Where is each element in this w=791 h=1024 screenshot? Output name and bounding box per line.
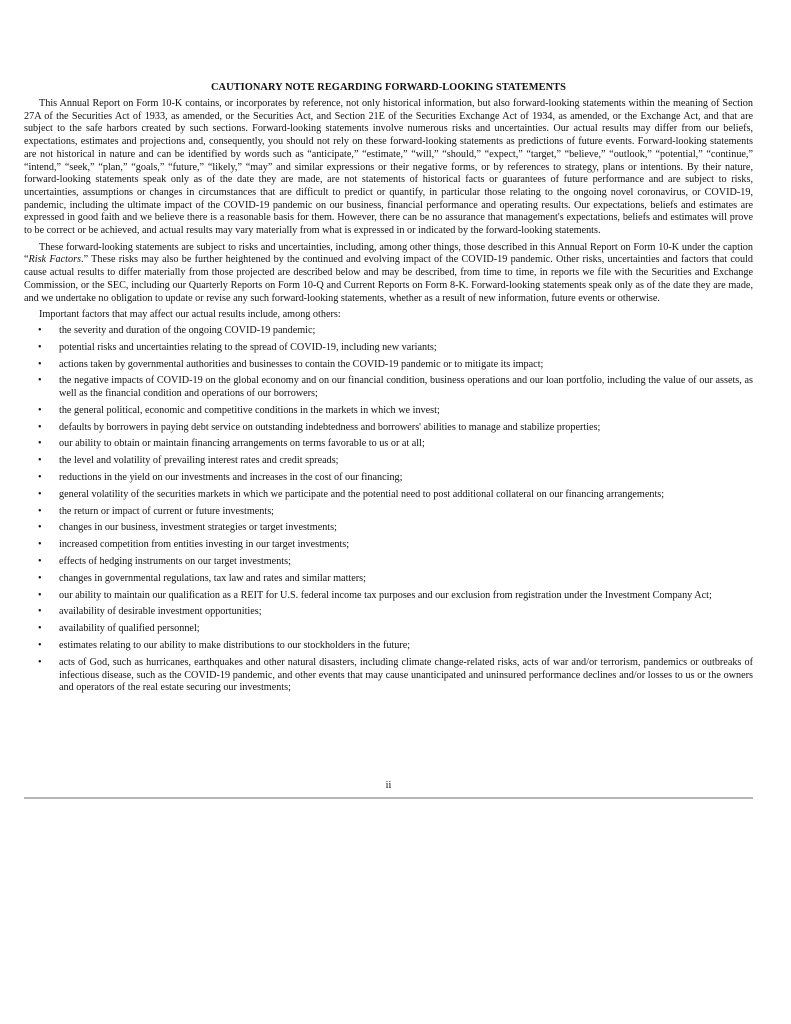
bullet-marker: • [38, 358, 42, 370]
bullet-marker: • [38, 421, 42, 433]
bullet-marker: • [38, 589, 42, 601]
page-divider [24, 797, 753, 799]
list-item [24, 573, 753, 586]
page-number: ii [385, 780, 392, 791]
list-item-text: changes in governmental regulations, tax law and rates and similar matters; [59, 572, 366, 584]
list-item-text: the return or impact of current or future investments; [59, 505, 274, 517]
list-item [24, 539, 753, 552]
paragraph-risk-factors [24, 242, 753, 306]
list-item [24, 422, 753, 435]
list-item [24, 623, 753, 636]
bullet-marker: • [38, 505, 42, 517]
list-item [24, 325, 753, 338]
list-item [24, 375, 753, 400]
list-item-text: effects of hedging instruments on our target investments; [59, 556, 291, 568]
section-title: CAUTIONARY NOTE REGARDING FORWARD-LOOKING STATEMENTS [211, 82, 566, 93]
bullet-marker: • [38, 472, 42, 484]
bullet-marker: • [38, 539, 42, 551]
list-item [24, 657, 753, 695]
bullet-marker: • [38, 522, 42, 534]
list-item-text: actions taken by governmental authorities and businesses to contain the COVID-19 pandemic or to mitigate its impact; [59, 358, 544, 370]
list-item-text: the general political, economic and competitive conditions in the markets in which we invest; [59, 404, 440, 416]
risk-factors-caption: Risk Factors [28, 254, 82, 266]
list-item-text: the level and volatility of prevailing interest rates and credit spreads; [59, 455, 339, 467]
list-item [24, 342, 753, 355]
bullet-marker: • [38, 341, 42, 353]
list-item [24, 438, 753, 451]
list-item [24, 556, 753, 569]
list-item-text: availability of desirable investment opportunities; [59, 606, 262, 618]
bullet-marker: • [38, 404, 42, 416]
list-item-text: our ability to obtain or maintain financing arrangements on terms favorable to us or at all; [59, 438, 425, 450]
list-item-text: the severity and duration of the ongoing COVID-19 pandemic; [59, 324, 316, 336]
list-item [24, 590, 753, 603]
factors-intro: Important factors that may affect our actual results include, among others: [39, 309, 341, 321]
list-item [24, 405, 753, 418]
list-item [24, 640, 753, 653]
list-item [24, 359, 753, 372]
list-item-text: our ability to maintain our qualification as a REIT for U.S. federal income tax purposes and our exclusion from registration under the Investment Company Act; [59, 589, 712, 601]
bullet-marker: • [38, 606, 42, 618]
bullet-marker: • [38, 623, 42, 635]
list-item-text: the negative impacts of COVID-19 on the global economy and on our financial condition, business operations and our loan portfolio, including the value of our assets, as well as the financial condition and operations of our borrowers; [59, 375, 753, 400]
list-item [24, 522, 753, 535]
bullet-marker: • [38, 324, 42, 336]
factors-list [24, 325, 753, 695]
paragraph-risk-factors-text-a: These forward-looking statements are subject to risks and uncertainties, including, among other things, those described in this Annual Report on Form 10-K under the caption “ [24, 241, 753, 266]
list-item-text: availability of qualified personnel; [59, 623, 200, 635]
bullet-marker: • [38, 438, 42, 450]
list-item [24, 506, 753, 519]
bullet-marker: • [38, 640, 42, 651]
list-item-text: reductions in the yield on our investments and increases in the cost of our financing; [59, 472, 403, 484]
bullet-marker: • [38, 375, 42, 387]
list-item-text: increased competition from entities investing in our target investments; [59, 539, 350, 551]
bullet-marker: • [38, 656, 42, 668]
list-item [24, 455, 753, 468]
paragraph-risk-factors-text-b: .” These risks may also be further heightened by the continued and evolving impact of the COVID-19 pandemic. Other risks, uncertainties and factors that could cause actual results to differ materially from those projected are described below and may be described, from time to time, in reports we file with the Securities and Exchange Commission, or the SEC, including our Quarterly Reports on Form 10-Q and Current Reports on Form 8-K. Forward-looking statements speak only as of the date they are made, and we undertake no obligation to update or revise any such forward-looking statements, whether as a result of new information, future events or otherwise. [24, 254, 753, 304]
list-item [24, 472, 753, 485]
paragraph-forward-looking-intro: This Annual Report on Form 10-K contains, or incorporates by reference, not only historical information, but also forward-looking statements within the meaning of Section 27A of the Securities Act of 1933, as amended, or the Securities Act, and Section 21E of the Securities Exchange Act of 1934, as amended, or the Exchange Act, and that are subject to the safe harbors created by such sections. Forward-looking statements involve numerous risks and uncertainties. Our actual results may differ from our beliefs, expectations, estimates and projections and, consequently, you should not rely on these forward-looking statements as predictions of future events. Forward-looking statements are not historical in nature and can be identified by words such as “anticipate,” “estimate,” “will,” “should,” “expect,” “target,” “believe,” “outlook,” “potential,” “continue,” “intend,” “seek,” “plan,” “goals,” “future,” “likely,” “may” and similar expressions or their negative forms, or by references to strategy, plans or intentions. By their nature, forward-looking statements speak only as of the date they are made, are not statements of historical facts or guarantees of future performance and are subject to risks, uncertainties, assumptions or changes in circumstances that are difficult to predict or quantify, in particular those relating to the ongoing novel coronavirus, or COVID-19, pandemic, including the ultimate impact of the COVID-19 pandemic on our business, financial performance and operating results. Our expectations, beliefs and estimates are expressed in good faith and we believe there is a reasonable basis for them. However, there can be no assurance that management's expectations, beliefs and estimates will prove to be correct or be achieved, and actual results may vary materially from what is expressed in or indicated by the forward-looking statements. [24, 98, 753, 237]
document-page [24, 82, 753, 699]
list-item-text: estimates relating to our ability to make distributions to our stockholders in the future; [59, 640, 411, 651]
list-item [24, 489, 753, 502]
list-item [24, 606, 753, 619]
bullet-marker: • [38, 455, 42, 467]
list-item-text: changes in our business, investment strategies or target investments; [59, 522, 337, 534]
bullet-marker: • [38, 556, 42, 568]
bullet-marker: • [38, 572, 42, 584]
list-item-text: potential risks and uncertainties relating to the spread of COVID-19, including new variants; [59, 341, 437, 353]
list-item-text: general volatility of the securities markets in which we participate and the potential need to post additional collateral on our financing arrangements; [59, 488, 665, 500]
list-item-text: acts of God, such as hurricanes, earthquakes and other natural disasters, including climate change-related risks, acts of war and/or terrorism, pandemics or outbreaks of infectious disease, such as the COVID-19 pandemic, and other events that may cause unanticipated and uninsured performance declines and/or losses to us or the owners and operators of the real estate securing our investments; [59, 656, 753, 694]
list-item-text: defaults by borrowers in paying debt service on outstanding indebtedness and borrowers' abilities to manage and stabilize properties; [59, 421, 601, 433]
bullet-marker: • [38, 488, 42, 500]
